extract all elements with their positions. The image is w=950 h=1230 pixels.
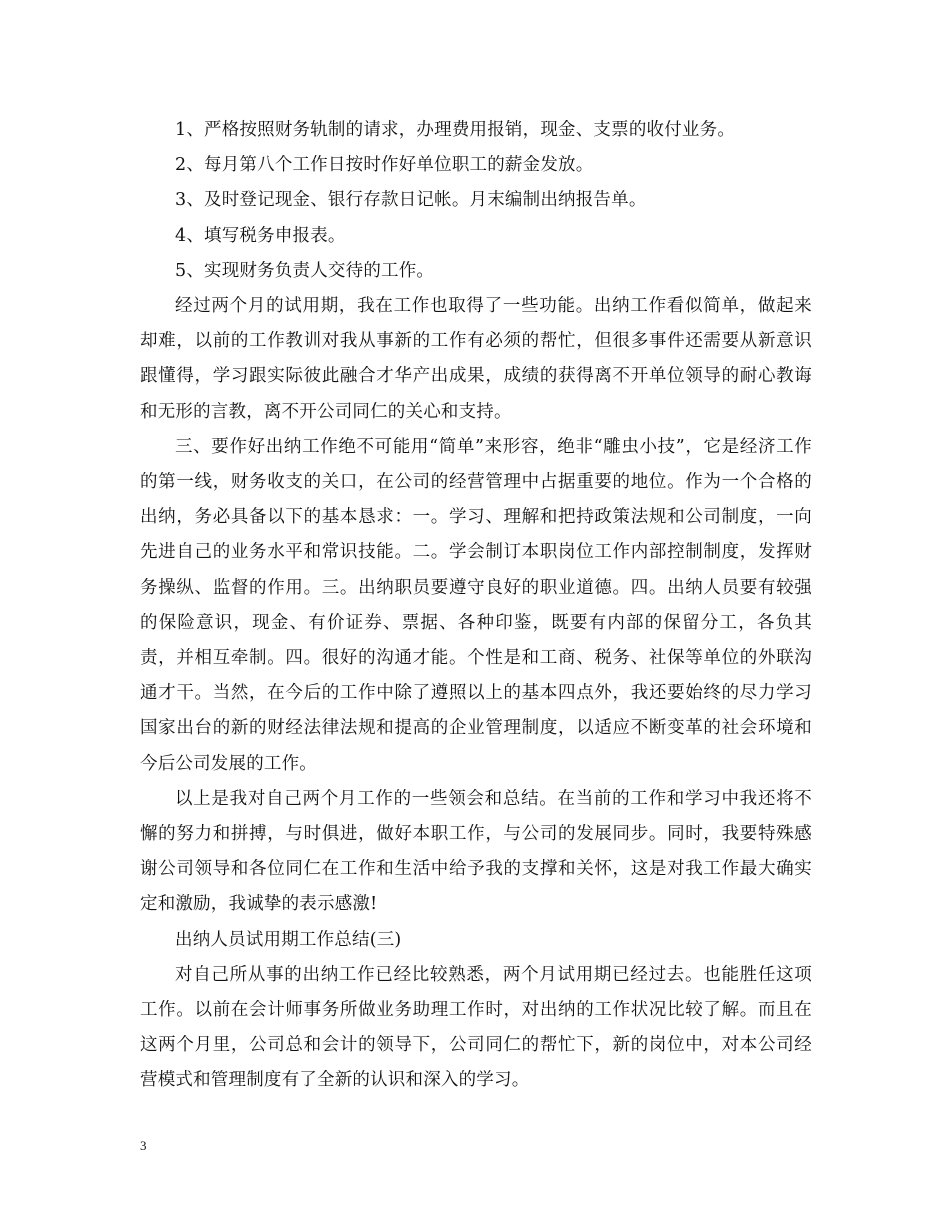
document-body — [140, 113, 812, 1099]
paragraph-summary: 以上是我对自己两个月工作的一些领会和总结。在当前的工作和学习中我还将不懈的努力和拼搏，与时俱进，做好本职工作，与公司的发展同步。同时，我要特殊感谢公司领导和各位同仁在工作和生活中给予我的支撑和关怀，这是对我工作最大确实定和激励，我诚挚的表示感激! — [140, 788, 812, 915]
paragraph-section-three: 对自己所从事的出纳工作已经比较熟悉，两个月试用期已经过去。也能胜任这项工作。以前在会计师事务所做业务助理工作时，对出纳的工作状况比较了解。而且在这两个月里，公司总和会计的领导下，公司同仁的帮忙下，新的岗位中，对本公司经营模式和管理制度有了全新的认识和深入的学习。 — [140, 964, 812, 1091]
list-item-5: 5、实现财务负责人交待的工作。 — [175, 260, 435, 281]
paragraph-cashier-requirements: 三、要作好出纳工作绝不可能用“简单”来形容，绝非“雕虫小技”，它是经济工作的第一线，财务收支的关口，在公司的经营管理中占据重要的地位。作为一个合格的出纳，务必具备以下的基本恳求：一。学习、理解和把持政策法规和公司制度，一向先进自己的业务水平和常识技能。二。学会制订本职岗位工作内部控制制度，发挥财务操纵、监督的作用。三。出纳职员要遵守良好的职业道德。四。出纳人员要有较强的保险意识，现金、有价证券、票据、各种印鉴，既要有内部的保留分工，各负其责，并相互牵制。四。很好的沟通才能。个性是和工商、税务、社保等单位的外联沟通才干。当然，在今后的工作中除了遵照以上的基本四点外，我还要始终的尽力学习国家出台的新的财经法律法规和提高的企业管理制度，以适应不断变革的社会环境和今后公司发展的工作。 — [140, 436, 812, 774]
page-number: 3 — [140, 1138, 147, 1153]
paragraph-trial-period: 经过两个月的试用期，我在工作也取得了一些功能。出纳工作看似简单，做起来却难，以前的工作教训对我从事新的工作有必须的帮忙，但很多事件还需要从新意识跟懂得，学习跟实际彼此融合才华产出成果，成绩的获得离不开单位领导的耐心教诲和无形的言教，离不开公司同仁的关心和支持。 — [140, 296, 812, 422]
section-heading: 出纳人员试用期工作总结(三) — [175, 929, 402, 950]
list-item-4: 4、填写税务申报表。 — [175, 225, 346, 246]
list-item-1: 1、严格按照财务轨制的请求，办理费用报销，现金、支票的收付业务。 — [175, 120, 736, 140]
list-item-3: 3、及时登记现金、银行存款日记帐。月末编制出纳报告单。 — [175, 190, 647, 211]
list-item-2: 2、每月第八个工作日按时作好单位职工的薪金发放。 — [175, 155, 594, 176]
